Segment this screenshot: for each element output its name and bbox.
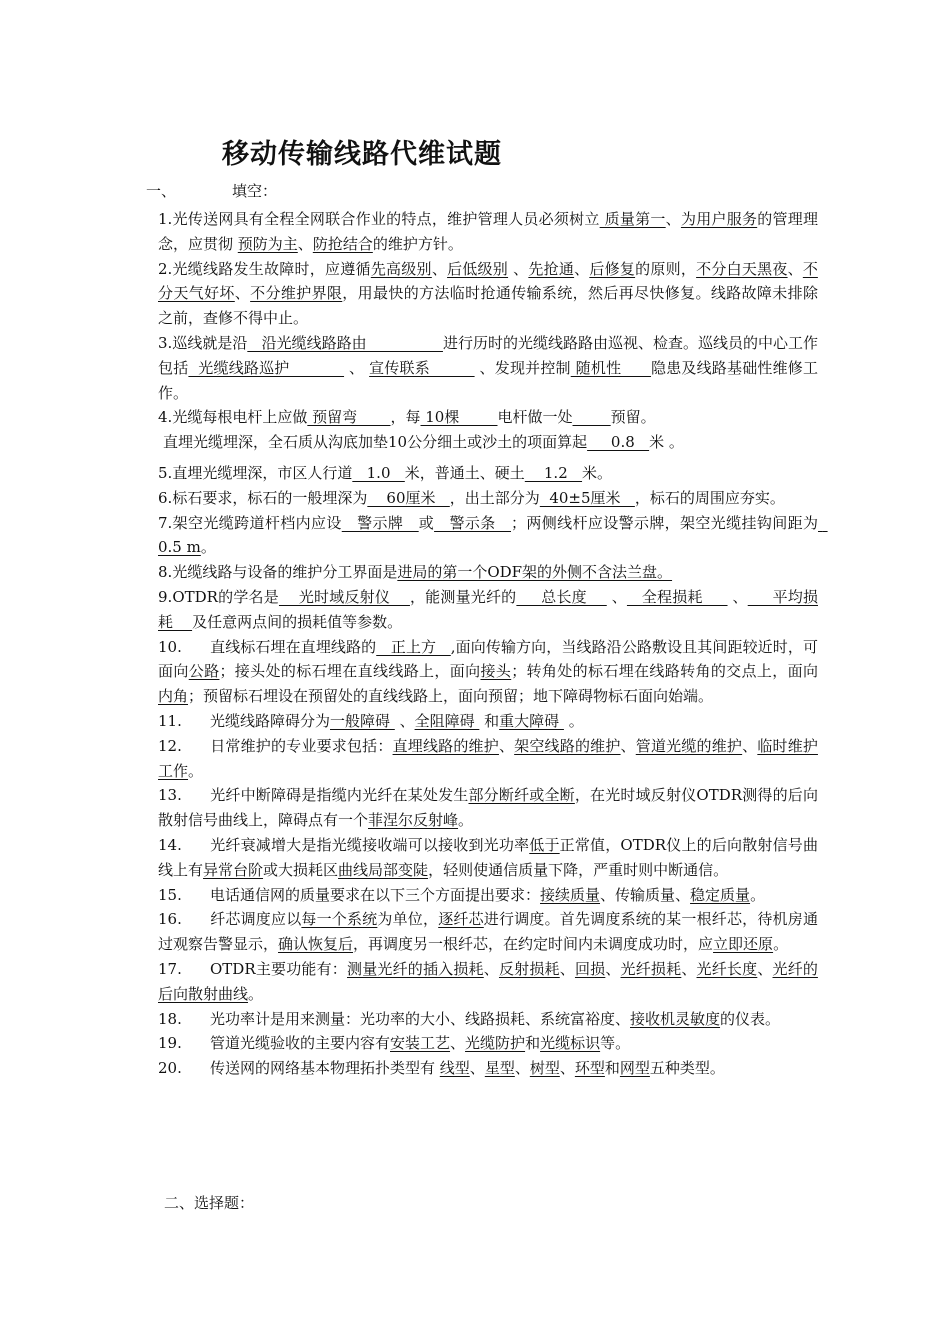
question-text: 、 bbox=[514, 1059, 530, 1078]
question-number: 12. bbox=[158, 736, 182, 755]
answer-text: 光纤损耗 bbox=[620, 959, 682, 978]
question-text: 纤芯调度应以 bbox=[210, 910, 302, 929]
question-item bbox=[158, 635, 818, 709]
question-text: 五种类型。 bbox=[649, 1059, 725, 1078]
question-text: 、 bbox=[483, 959, 499, 978]
question-text: 。 bbox=[750, 885, 766, 904]
answer-text: 环型 bbox=[574, 1059, 605, 1078]
question-text: 、 bbox=[727, 587, 748, 606]
answer-text: 测量光纤的插入损耗 bbox=[347, 959, 484, 978]
question-text: 、 bbox=[606, 587, 627, 606]
question-item bbox=[158, 709, 818, 734]
answer-text: 随机性 bbox=[570, 358, 652, 377]
answer-text: 光缆线路巡护 bbox=[188, 358, 345, 377]
question-number: 3. bbox=[158, 333, 173, 352]
answer-text: 一般障碍 bbox=[330, 711, 395, 730]
answer-text: 网型 bbox=[619, 1059, 650, 1078]
question-text: 的维护方针。 bbox=[372, 234, 463, 253]
question-number: 10. bbox=[158, 637, 182, 656]
answer-text: 防抢结合 bbox=[312, 234, 373, 253]
question-number: 6. bbox=[158, 488, 173, 507]
answer-text: 先抢通 bbox=[528, 259, 575, 278]
question-text: 、传输质量、 bbox=[600, 885, 691, 904]
question-text: 、 bbox=[742, 736, 758, 755]
question-text: 巡线就是沿 bbox=[172, 333, 248, 352]
answer-text: 沿光缆线路路由 bbox=[247, 333, 443, 352]
answer-text: 逐纤芯 bbox=[438, 910, 484, 929]
question-item bbox=[158, 511, 828, 561]
answer-text bbox=[573, 408, 611, 426]
answer-text: 曲线局部变陡 bbox=[338, 860, 429, 879]
question-text: 日常维护的专业要求包括： bbox=[210, 736, 393, 755]
question-text: 光缆线路障碍分为 bbox=[210, 711, 331, 730]
question-number: 20. bbox=[158, 1059, 182, 1078]
question-text: 、 bbox=[498, 736, 515, 755]
question-number: 19. bbox=[158, 1034, 182, 1053]
answer-text: 总长度 bbox=[516, 587, 607, 606]
question-text: 、 bbox=[559, 959, 575, 978]
question-text: 正常值，OTDR仪上的后向散射信号曲线上有 bbox=[158, 835, 818, 879]
question-item bbox=[158, 1031, 818, 1056]
question-item bbox=[158, 207, 818, 257]
question-number: 17. bbox=[158, 959, 182, 978]
question-text: 、 bbox=[431, 259, 448, 278]
question-text: 。 bbox=[458, 811, 474, 830]
question-text: 直埋光缆埋深，全石质从沟底加垫10公分细土或沙土的项面算起 bbox=[163, 433, 588, 452]
answer-text: 质量第一 bbox=[599, 210, 666, 228]
question-text: 或 bbox=[418, 513, 435, 532]
answer-text: 接收机灵敏度 bbox=[630, 1009, 721, 1028]
answer-text: 不分维护界限 bbox=[250, 284, 343, 303]
question-text: 、 bbox=[620, 736, 636, 755]
answer-text: 不分白天黑夜 bbox=[696, 259, 788, 278]
question-text: OTDR主要功能有： bbox=[210, 959, 347, 978]
question-text: 、 bbox=[559, 1059, 575, 1078]
question-text: 光纤中断障碍是指缆内光纤在某处发生 bbox=[210, 786, 469, 805]
answer-text: 光时域反射仪 bbox=[278, 587, 410, 606]
question-text: 直线标石埋在直埋线路的 bbox=[210, 637, 377, 656]
answer-text: 回损 bbox=[574, 959, 606, 978]
question-text: 米。 bbox=[582, 463, 613, 482]
question-text: 预留。 bbox=[610, 408, 656, 427]
answer-text: 重大障碍 bbox=[499, 711, 564, 730]
question-text: ，每 bbox=[390, 408, 421, 427]
question-text: 、 bbox=[344, 358, 370, 377]
answer-text: 10棵 bbox=[420, 408, 498, 427]
question-item bbox=[158, 907, 818, 957]
question-text: 、 bbox=[450, 1034, 466, 1053]
page-title: 移动传输线路代维试题 bbox=[222, 139, 502, 170]
question-text: 。 bbox=[563, 711, 584, 730]
answer-text: 接头 bbox=[480, 662, 512, 681]
question-number: 11. bbox=[158, 711, 182, 730]
answer-text: 1.2 bbox=[524, 463, 583, 482]
question-text: ，用最快的方法临时抢通传输系统，然后再尽快修复。线路故障未排除之前，查修不得中止。 bbox=[158, 284, 818, 328]
question-text: 及任意两点间的损耗值等参数。 bbox=[192, 612, 403, 631]
question-number: 14. bbox=[158, 835, 182, 854]
question-text: 传送网的网络基本物理拓扑类型有 bbox=[210, 1059, 440, 1078]
answer-text: 后低级别 bbox=[447, 259, 509, 278]
question-text: 光缆线路发生故障时，应遵循 bbox=[172, 259, 371, 278]
question-number: 2. bbox=[158, 259, 173, 278]
answer-text: 1.0 bbox=[352, 463, 405, 482]
question-text: 等。 bbox=[600, 1034, 631, 1053]
answer-text: 树型 bbox=[529, 1059, 560, 1078]
question-number: 8. bbox=[158, 563, 173, 582]
question-text: 。 bbox=[188, 761, 204, 780]
question-text: 米 。 bbox=[649, 433, 684, 452]
question-item bbox=[158, 486, 818, 511]
question-text: ，标石的周围应夯实。 bbox=[634, 488, 785, 507]
answer-text: 宣传联系 bbox=[369, 358, 475, 377]
answer-text: 光纤长度 bbox=[696, 959, 758, 978]
answer-text: 为用户服务 bbox=[680, 210, 758, 228]
answer-text: 先高级别 bbox=[370, 259, 432, 278]
question-text: 光传送网具有全程全网联合作业的特点，维护管理人员必须树立 bbox=[172, 210, 600, 228]
question-text: 光功率计是用来测量：光功率的大小、线路损耗、系统富裕度、 bbox=[210, 1009, 631, 1028]
question-item bbox=[158, 405, 818, 430]
answer-text: 公路 bbox=[188, 662, 220, 681]
answer-text: 反射损耗 bbox=[498, 959, 560, 978]
question-text: ；两侧线杆应设警示牌，架空光缆挂钩间距为 bbox=[511, 513, 819, 532]
answer-text: 稳定质量 bbox=[690, 885, 751, 904]
question-item bbox=[158, 585, 818, 635]
answer-text: 接续质量 bbox=[540, 885, 601, 904]
question-text: 光纤衰减增大是指光缆接收端可以接收到光功率 bbox=[210, 835, 530, 854]
question-text: 的管理理念，应贯彻 bbox=[158, 210, 818, 253]
question-text: 、 bbox=[605, 959, 621, 978]
question-text: 、 bbox=[508, 259, 529, 278]
answer-text: 不分天气好坏 bbox=[158, 259, 818, 303]
question-text: 。 bbox=[200, 538, 216, 557]
question-item bbox=[158, 833, 818, 883]
answer-text: 低于 bbox=[529, 835, 560, 854]
answer-text: 确认恢复后 bbox=[278, 935, 354, 954]
answer-text: 全程损耗 bbox=[626, 587, 728, 606]
question-text: ；预留标石埋设在预留处的直线线路上，面向预留；地下障碍物标石面向始端。 bbox=[188, 687, 714, 706]
question-text: 和 bbox=[525, 1034, 541, 1053]
answer-text: 立即还原 bbox=[713, 935, 774, 954]
question-text: ，在光时域反射仪OTDR测得的后向散射信号曲线上，障碍点有一个 bbox=[158, 786, 818, 830]
question-item bbox=[158, 957, 818, 1007]
question-text: 、 bbox=[574, 259, 590, 278]
answer-text: 异常台阶 bbox=[203, 860, 264, 879]
question-text: 架空光缆跨道杆档内应设 bbox=[172, 513, 342, 532]
answer-text: 部分断纤或全断 bbox=[468, 786, 575, 805]
question-number: 1. bbox=[158, 210, 173, 228]
question-list bbox=[158, 207, 828, 1081]
section-heading-fill-in bbox=[146, 180, 277, 201]
question-text: 、 bbox=[394, 711, 415, 730]
answer-text: 线型 bbox=[439, 1059, 470, 1078]
answer-text: 管道光缆的维护 bbox=[635, 736, 743, 755]
answer-text: 菲涅尔反射峰 bbox=[368, 811, 459, 830]
question-text: ，出土部分为 bbox=[449, 488, 540, 507]
question-text: 、发现并控制 bbox=[474, 358, 571, 377]
answer-text: 正上方 bbox=[376, 637, 451, 656]
question-text: 标石要求，标石的一般埋深为 bbox=[172, 488, 368, 507]
answer-text: 警示条 bbox=[434, 513, 511, 532]
question-text: 。 bbox=[248, 984, 264, 1003]
question-text: ，再调度另一根纤芯，在约定时间内未调度成功时，应 bbox=[353, 935, 714, 954]
question-item bbox=[158, 257, 818, 331]
question-text: 光缆线路与设备的维护分工界面是 bbox=[172, 563, 398, 582]
answer-text: 安装工艺 bbox=[390, 1034, 451, 1053]
question-item bbox=[158, 783, 818, 833]
question-number: 9. bbox=[158, 587, 173, 606]
question-text: 、 bbox=[469, 1059, 485, 1078]
answer-text: 预留弯 bbox=[307, 408, 391, 427]
question-number: 13. bbox=[158, 786, 182, 805]
question-text: 为单位， bbox=[377, 910, 439, 929]
question-text: 和 bbox=[479, 711, 500, 730]
question-text: 直埋光缆埋深，市区人行道 bbox=[172, 463, 353, 482]
answer-text: 内角 bbox=[158, 687, 189, 706]
answer-text: 60厘米 bbox=[367, 488, 450, 507]
section-number: 一、 bbox=[146, 182, 177, 200]
section-label: 填空： bbox=[232, 182, 278, 200]
answer-text: 进局的第一个ODF架的外侧不含法兰盘。 bbox=[397, 563, 673, 582]
question-text: 管道光缆验收的主要内容有 bbox=[210, 1034, 391, 1053]
question-text: ；接头处的标石埋在直线线路上，面向 bbox=[219, 662, 481, 681]
question-text: 、 bbox=[234, 284, 251, 303]
question-text: ，能测量光纤的 bbox=[409, 587, 517, 606]
question-text: 或大损耗区 bbox=[263, 860, 339, 879]
answer-text: 临时维护工作 bbox=[158, 736, 818, 780]
question-text: ，轻则使通信质量下降，严重时则中断通信。 bbox=[428, 860, 729, 879]
question-text: 电话通信网的质量要求在以下三个方面提出要求： bbox=[210, 885, 541, 904]
question-item bbox=[158, 883, 818, 908]
answer-text: 光缆标识 bbox=[540, 1034, 601, 1053]
question-number: 5. bbox=[158, 463, 173, 482]
answer-text: 预防为主 bbox=[237, 234, 298, 253]
question-number: 18. bbox=[158, 1009, 182, 1028]
question-text: ,面向传输方向，当线路沿公路敷设且其间距较近时，可面向 bbox=[158, 637, 818, 681]
question-text: 电杆做一处 bbox=[497, 408, 573, 427]
question-item bbox=[158, 1007, 818, 1032]
question-text: 、 bbox=[297, 234, 313, 253]
question-number: 15. bbox=[158, 885, 182, 904]
question-text: 、 bbox=[681, 959, 697, 978]
answer-text: 直埋线路的维护 bbox=[392, 736, 499, 755]
question-number: 7. bbox=[158, 513, 173, 532]
answer-text: 平均损耗 bbox=[158, 587, 818, 631]
answer-text: 光纤的后向散射曲线 bbox=[158, 959, 818, 1003]
answer-text: 光缆防护 bbox=[465, 1034, 526, 1053]
question-text: 和 bbox=[604, 1059, 620, 1078]
question-text: 光缆每根电杆上应做 bbox=[172, 408, 308, 427]
question-item bbox=[158, 331, 818, 405]
answer-text: 0.5 m bbox=[158, 513, 828, 557]
question-text: 、 bbox=[665, 210, 681, 228]
answer-text: 后修复 bbox=[589, 259, 636, 278]
answer-text: 星型 bbox=[484, 1059, 515, 1078]
answer-text: 0.8 bbox=[587, 433, 650, 452]
question-text: ；转角处的标石埋在线路转角的交点上，面向 bbox=[511, 662, 818, 681]
question-item bbox=[158, 734, 818, 784]
question-item bbox=[158, 461, 818, 486]
answer-text: 架空线路的维护 bbox=[514, 736, 621, 755]
answer-text: 40±5厘米 bbox=[539, 488, 635, 507]
answer-text: 警示牌 bbox=[341, 513, 419, 532]
question-text: 。 bbox=[773, 935, 789, 954]
question-text: 进行历时的光缆线路路由巡视、检查。巡线员的中心工作包括 bbox=[158, 333, 818, 377]
question-number: 16. bbox=[158, 910, 182, 929]
question-text: 进行调度。首先调度系统的某一根纤芯，待机房通过观察告警显示， bbox=[158, 910, 818, 954]
answer-text: 每一个系统 bbox=[301, 910, 378, 929]
question-text: 隐患及线路基础性维修工作。 bbox=[158, 358, 818, 402]
question-text: 、 bbox=[757, 959, 773, 978]
question-item bbox=[158, 430, 818, 455]
answer-text: 全阻障碍 bbox=[414, 711, 480, 730]
question-text: 、 bbox=[787, 259, 803, 278]
question-item bbox=[158, 560, 818, 585]
question-text: 的仪表。 bbox=[720, 1009, 781, 1028]
question-item bbox=[158, 1056, 818, 1081]
question-text: 米，普通土、硬土 bbox=[404, 463, 525, 482]
question-text: OTDR的学名是 bbox=[172, 587, 279, 606]
question-number: 4. bbox=[158, 408, 173, 427]
section-heading-multiple-choice: 二、选择题： bbox=[164, 1194, 255, 1212]
question-text: 的原则， bbox=[635, 259, 697, 278]
